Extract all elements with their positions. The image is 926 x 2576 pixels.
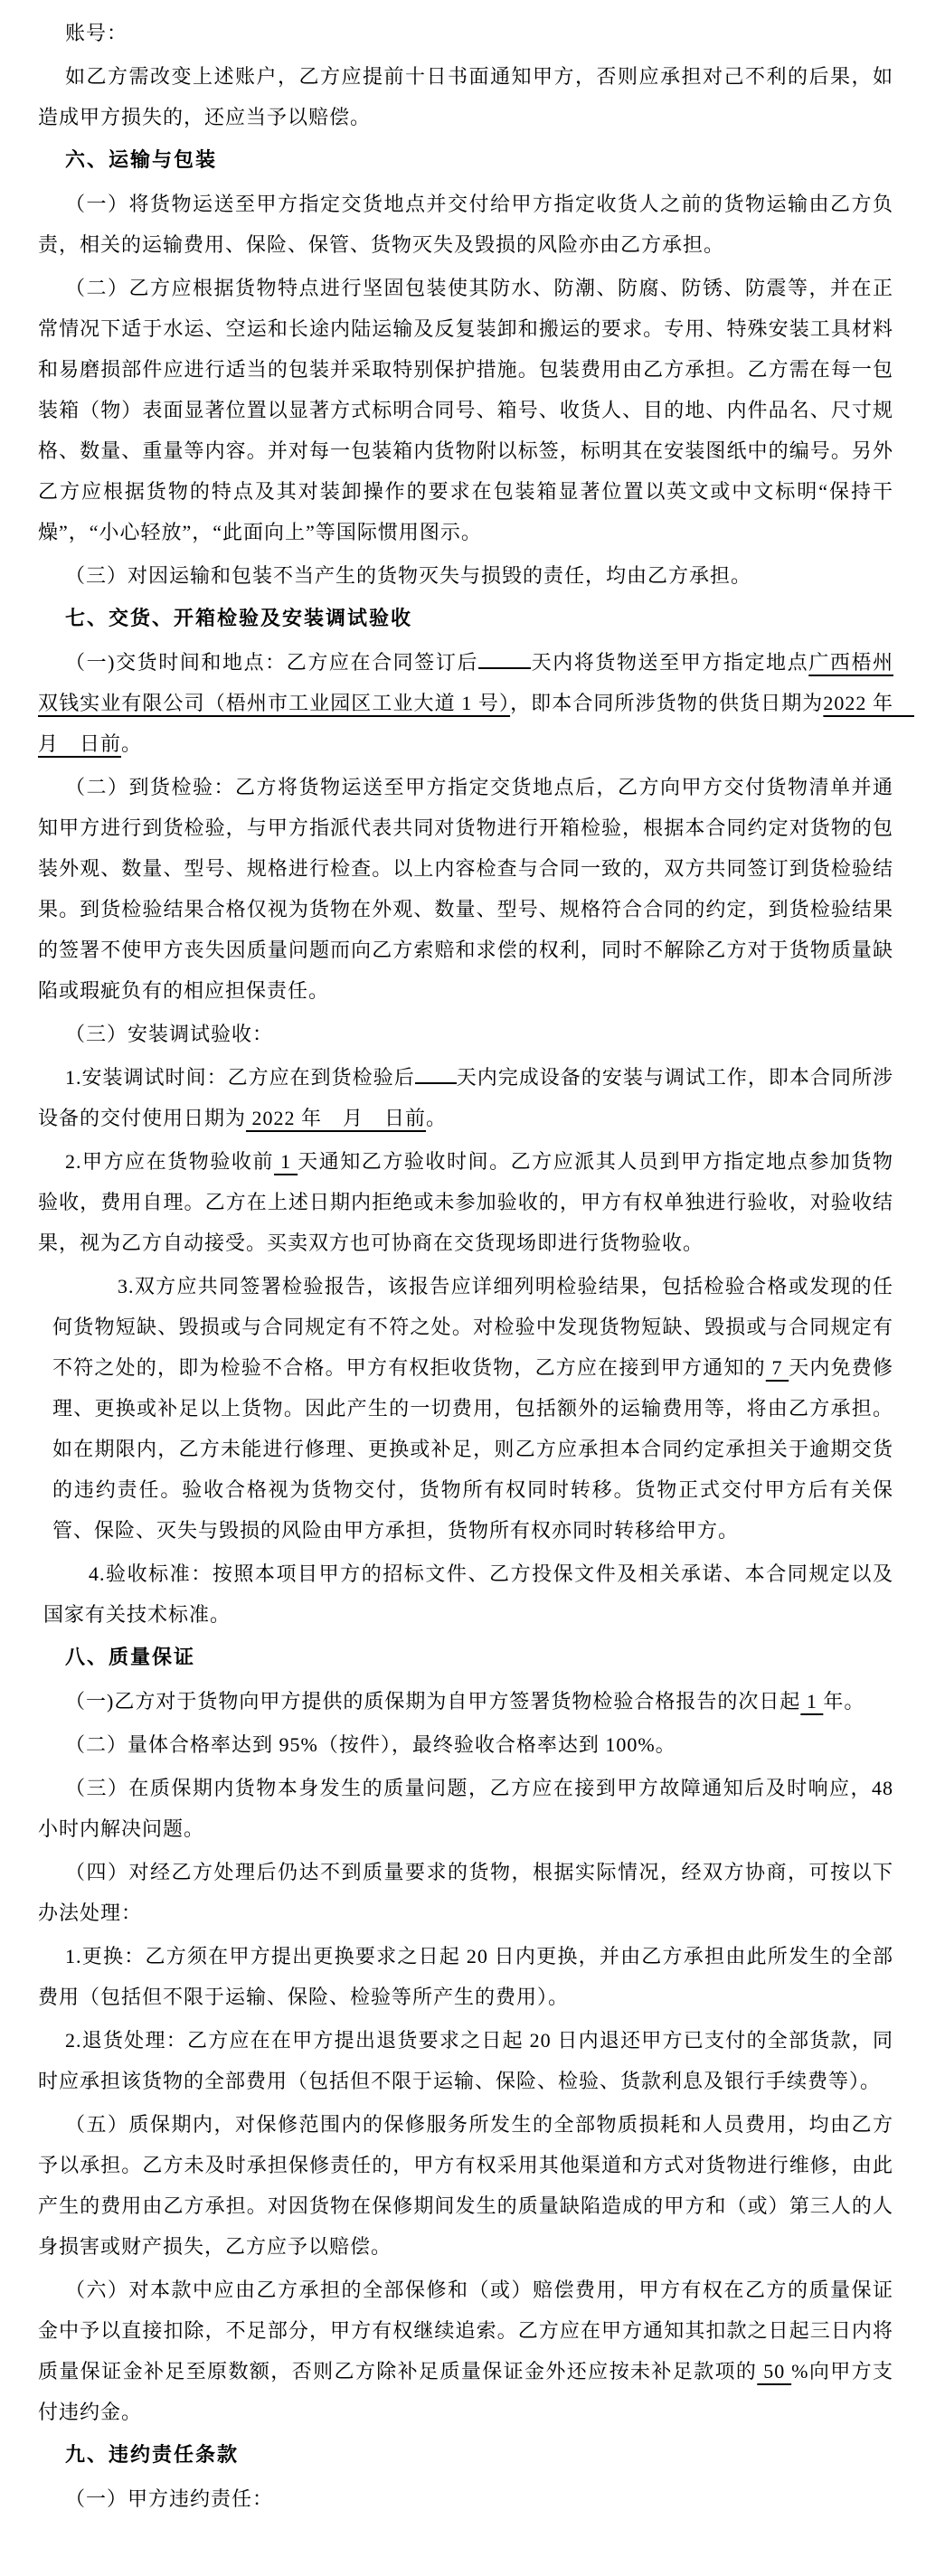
- paragraph: [38, 1852, 893, 1933]
- paragraph: [38, 767, 893, 1011]
- paragraph: [38, 1724, 893, 1765]
- text-run: 天内将货物送至甲方指定地点: [531, 651, 809, 674]
- section-heading: [38, 2435, 893, 2476]
- text-run: 天内免费修理、更换或补足以上货物。因此产生的一切费用，包括额外的运输费用等，将由乙方承担。如在期限内，乙方未能进行修理、更换或补足，则乙方应承担本合同约定承担关于逾期交货的违约责任。验收合格视为货物交付，货物所有权同时转移。货物正式交付甲方后有关保管、保险、灭失与毁损的风险由甲方承担，货物所有权亦同时转移给甲方。: [52, 1356, 893, 1542]
- text-run: 七、交货、开箱检验及安装调试验收: [65, 608, 413, 630]
- text-run: （三）对因运输和包装不当产生的货物灭失与损毁的责任，均由乙方承担。: [65, 564, 752, 587]
- text-run: 账号：: [65, 22, 128, 44]
- paragraph: [38, 2269, 893, 2432]
- underlined-text: 1: [274, 1150, 298, 1173]
- paragraph: [38, 2104, 893, 2267]
- text-run: 2.甲方应在货物验收前: [65, 1150, 275, 1173]
- underlined-text: 2022 年 月 日前: [246, 1107, 427, 1129]
- text-run: 。: [426, 1107, 448, 1129]
- text-run: （六）对本款中应由乙方承担的全部保修和（或）赔偿费用，甲方有权在乙方的质量保证金中予以直接扣除，不足部分，甲方有权继续追索。乙方应在甲方通知其扣款之日起三日内将质量保证金补足至原数额，否则乙方除补足质量保证金外还应按未补足款项的: [38, 2279, 893, 2383]
- text-run: ，即本合同所涉货物的供货日期为: [510, 692, 824, 714]
- text-run: 八、质量保证: [65, 1647, 196, 1669]
- paragraph: [38, 1681, 893, 1722]
- fill-in-blank: [415, 1064, 457, 1084]
- section-heading: [38, 140, 893, 181]
- text-run: 4.验收标准：按照本项目甲方的招标文件、乙方投保文件及相关承诺、本合同规定以及国家有关技术标准。: [43, 1562, 893, 1626]
- text-run: 1.更换：乙方须在甲方提出更换要求之日起 20 日内更换，并由乙方承担由此所发生的全部费用（包括但不限于运输、保险、检验等所产生的费用）。: [38, 1945, 893, 2008]
- paragraph: [52, 1266, 893, 1551]
- text-run: 年。: [823, 1690, 865, 1713]
- text-run: 3.双方应共同签署检验报告，该报告应详细列明检验结果，包括检验合格或发现的任何货物短缺、毁损或与合同规定有不符之处。对检验中发现货物短缺、毁损或与合同规定有不符之处的，即为检验不合格。甲方有权拒收货物，乙方应在接到甲方通知的: [52, 1275, 893, 1379]
- text-run: 1.安装调试时间：乙方应在到货检验后: [65, 1066, 415, 1089]
- underlined-text: 2022 年 月 日前: [38, 692, 914, 755]
- underlined-text: 1: [800, 1690, 824, 1713]
- text-run: （四）对经乙方处理后仍达不到质量要求的货物，根据实际情况，经双方协商，可按以下办法处理：: [38, 1861, 893, 1924]
- underlined-text: 7: [765, 1356, 789, 1379]
- text-run: 天内完成设备的安装与调试工作，即本合同所涉设备的交付使用日期为: [38, 1066, 893, 1129]
- text-run: （三）安装调试验收：: [65, 1023, 274, 1045]
- paragraph: [43, 1553, 893, 1635]
- text-run: %向甲方支付违约金。: [38, 2360, 894, 2423]
- paragraph: [38, 184, 893, 265]
- paragraph: [38, 642, 914, 764]
- text-run: （二）量体合格率达到 95%（按件），最终验收合格率达到 100%。: [65, 1733, 676, 1756]
- section-heading: [38, 599, 893, 639]
- paragraph: [38, 268, 893, 552]
- paragraph: [38, 1936, 893, 2017]
- paragraph: [38, 2020, 893, 2101]
- text-run: 九、违约责任条款: [65, 2444, 240, 2467]
- paragraph: [38, 1768, 893, 1849]
- paragraph: [38, 2478, 893, 2519]
- text-run: （二）到货检验：乙方将货物运送至甲方指定交货地点后，乙方向甲方交付货物清单并通知甲方进行到货检验，与甲方指派代表共同对货物进行开箱检验，根据本合同约定对货物的包装外观、数量、型号、规格进行检查。以上内容检查与合同一致的，双方共同签订到货检验结果。到货检验结果合格仅视为货物在外观、数量、型号、规格符合合同的约定，到货检验结果的签署不使甲方丧失因质量问题而向乙方索赔和求偿的权利，同时不解除乙方对于货物质量缺陷或瑕疵负有的相应担保责任。: [38, 776, 893, 1002]
- underlined-text: 50: [757, 2360, 792, 2383]
- text-run: （一）甲方违约责任：: [65, 2487, 274, 2510]
- text-run: 。: [121, 732, 143, 755]
- contract-document: [38, 13, 914, 2519]
- paragraph: [38, 56, 893, 137]
- paragraph: [38, 1014, 893, 1054]
- text-run: （五）质保期内，对保修范围内的保修服务所发生的全部物质损耗和人员费用，均由乙方予以承担。乙方未及时承担保修责任的，甲方有权采用其他渠道和方式对货物进行维修，由此产生的费用由乙方承担。对因货物在保修期间发生的质量缺陷造成的甲方和（或）第三人的人身损害或财产损失，乙方应予以赔偿。: [38, 2113, 893, 2258]
- paragraph: [38, 555, 893, 596]
- text-run: 2.退货处理：乙方应在在甲方提出退货要求之日起 20 日内退还甲方已支付的全部货款，同时应承担该货物的全部费用（包括但不限于运输、保险、检验、货款利息及银行手续费等）。: [38, 2029, 893, 2092]
- text-run: （一）将货物运送至甲方指定交货地点并交付给甲方指定收货人之前的货物运输由乙方负责，相关的运输费用、保险、保管、货物灭失及毁损的风险亦由乙方承担。: [38, 193, 893, 256]
- text-run: 如乙方需改变上述账户，乙方应提前十日书面通知甲方，否则应承担对己不利的后果，如造成甲方损失的，还应当予以赔偿。: [38, 65, 893, 128]
- underlined-text: 广西梧州双钱实业有限公司（梧州市工业园区工业大道 1 号）: [38, 651, 893, 714]
- text-run: （一)交货时间和地点：乙方应在合同签订后: [65, 651, 479, 674]
- paragraph: [38, 1057, 893, 1138]
- text-run: （二）乙方应根据货物特点进行坚固包装使其防水、防潮、防腐、防锈、防震等，并在正常情况下适于水运、空运和长途内陆运输及反复装卸和搬运的要求。专用、特殊安装工具材料和易磨损部件应进行适当的包装并采取特别保护措施。包装费用由乙方承担。乙方需在每一包装箱（物）表面显著位置以显著方式标明合同号、箱号、收货人、目的地、内件品名、尺寸规格、数量、重量等内容。并对每一包装箱内货物附以标签，标明其在安装图纸中的编号。另外乙方应根据货物的特点及其对装卸操作的要求在包装箱显著位置以英文或中文标明“保持干燥”，“小心轻放”，“此面向上”等国际惯用图示。: [38, 277, 893, 543]
- paragraph: [38, 13, 893, 53]
- text-run: （三）在质保期内货物本身发生的质量问题，乙方应在接到甲方故障通知后及时响应，48 小时内解决问题。: [38, 1777, 893, 1840]
- paragraph: [38, 1141, 893, 1263]
- section-heading: [38, 1637, 893, 1678]
- text-run: 天通知乙方验收时间。乙方应派其人员到甲方指定地点参加货物验收，费用自理。乙方在上述日期内拒绝或未参加验收的，甲方有权单独进行验收，对验收结果，视为乙方自动接受。买卖双方也可协商在交货现场即进行货物验收。: [38, 1150, 893, 1254]
- text-run: 六、运输与包装: [65, 149, 218, 172]
- fill-in-blank: [478, 649, 531, 669]
- text-run: （一)乙方对于货物向甲方提供的质保期为自甲方签署货物检验合格报告的次日起: [65, 1690, 801, 1713]
